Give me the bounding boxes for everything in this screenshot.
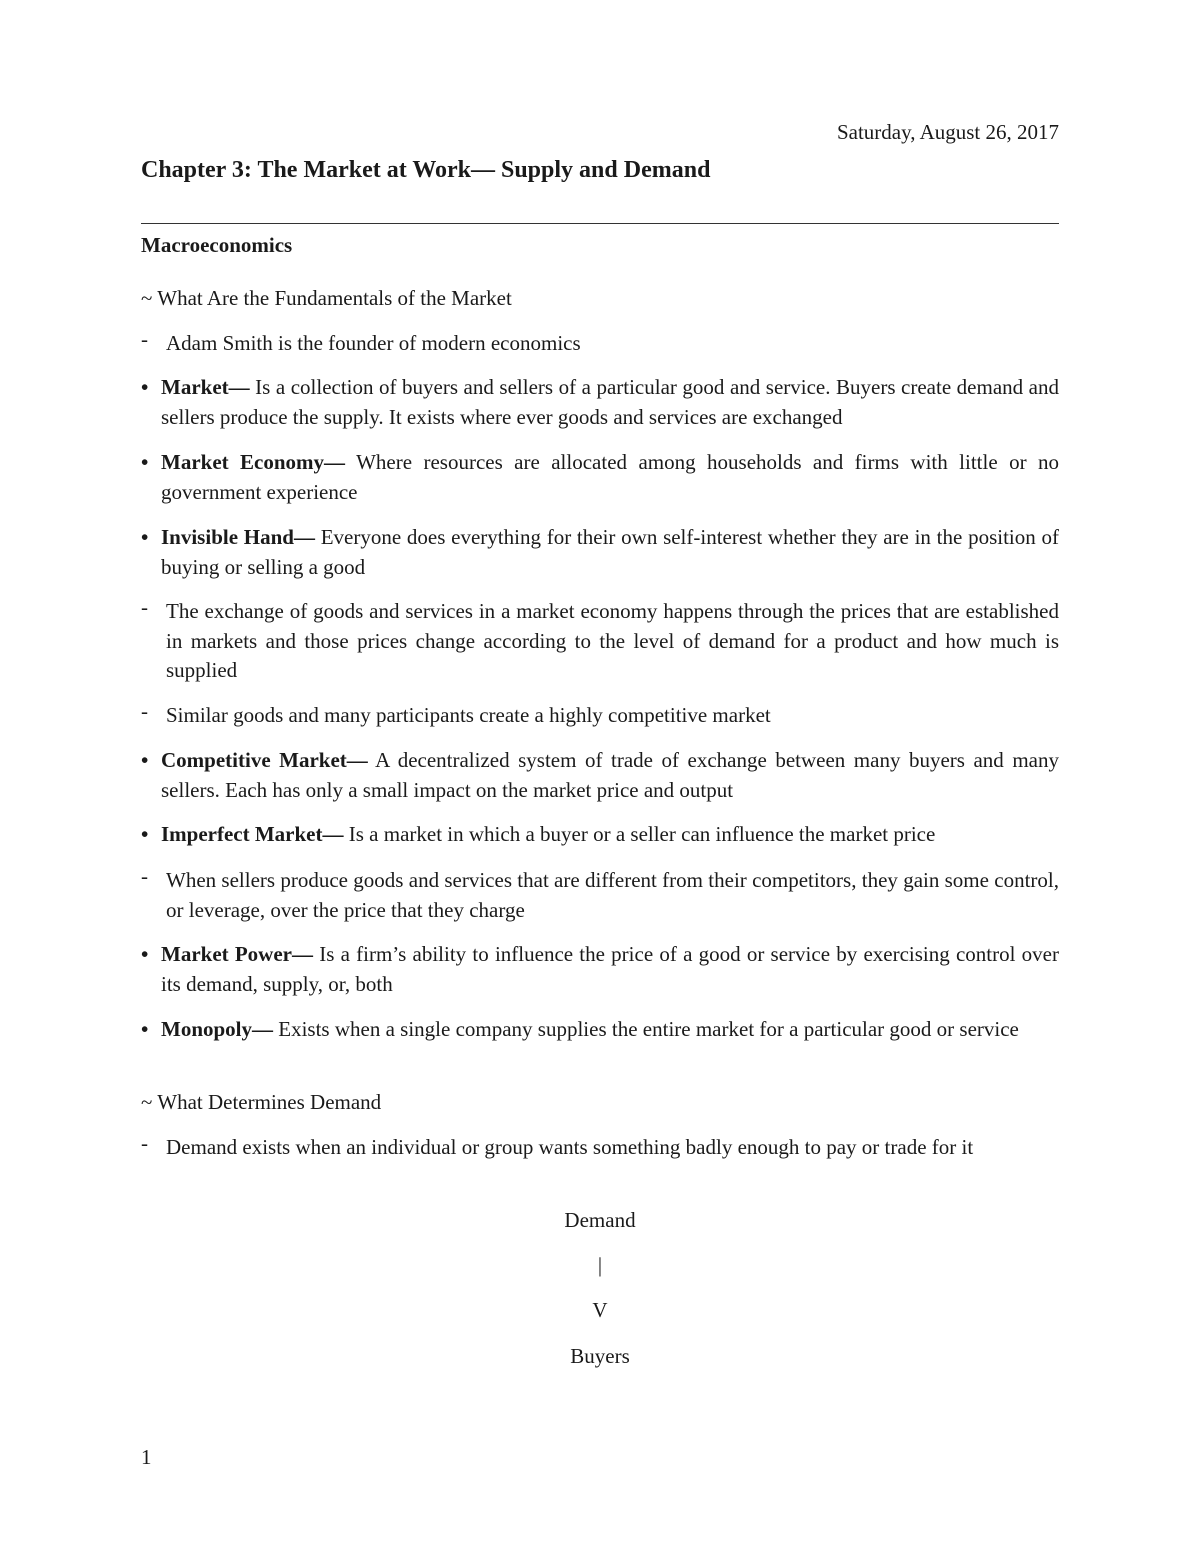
entry-term: Market Power—: [161, 942, 313, 966]
entry-text: Is a firm’s ability to influence the price of a good or service by exercising control over its demand, supply, or, both: [161, 942, 1059, 996]
bullet-item-invisible-hand: [141, 523, 1059, 582]
entry-text: Is a collection of buyers and sellers of a particular good and service. Buyers create demand and sellers produce the supply. It exists where ever goods and services are exchanged: [161, 375, 1059, 429]
entry-text: What Are the Fundamentals of the Market: [157, 286, 512, 310]
dash-item-demand-exists: [141, 1133, 1059, 1163]
bullet-marker: •: [141, 942, 149, 966]
bullet-item-market: [141, 373, 1059, 432]
bullet-item-imperfect-market: [141, 820, 1059, 850]
chapter-title: Chapter 3: The Market at Work— Supply and Demand: [141, 157, 711, 183]
dash-marker: -: [141, 327, 148, 351]
dash-marker: -: [141, 864, 148, 888]
entry-text: Is a market in which a buyer or a seller can influence the market price: [343, 822, 936, 846]
dash-marker: -: [141, 1131, 148, 1155]
entry-text: When sellers produce goods and services that are different from their competitors, they gain some control, or leverage, over the price that they charge: [166, 868, 1059, 922]
dash-item-sellers-control: [141, 866, 1059, 925]
entry-term: Imperfect Market—: [161, 822, 344, 846]
entry-text: A decentralized system of trade of exchange between many buyers and many sellers. Each has only a small impact on the market price and output: [161, 748, 1059, 802]
entry-text: The exchange of goods and services in a market economy happens through the prices that are established in markets and those prices change according to the level of demand for a product and how much is supplied: [166, 599, 1059, 682]
entry-term: Monopoly—: [161, 1017, 274, 1041]
bullet-marker: •: [141, 1017, 149, 1041]
dash-marker: -: [141, 595, 148, 619]
bullet-item-market-economy: [141, 448, 1059, 507]
bullet-item-competitive-market: [141, 746, 1059, 805]
bullet-marker: •: [141, 748, 149, 772]
page-number: 1: [141, 1445, 152, 1469]
dash-marker: -: [141, 699, 148, 723]
tilde-heading-fundamentals: [141, 284, 1059, 314]
bullet-item-monopoly: [141, 1015, 1059, 1045]
tilde-heading-demand: [141, 1088, 1059, 1118]
entry-text: Where resources are allocated among households and firms with little or no government experience: [161, 450, 1059, 504]
bullet-marker: •: [141, 822, 149, 846]
horizontal-rule: [141, 223, 1059, 224]
bullet-marker: •: [141, 375, 149, 399]
entry-term: Market—: [161, 375, 250, 399]
flow-demand-label: Demand: [564, 1208, 636, 1232]
dash-item-adam-smith: [141, 329, 1059, 359]
entry-term: Competitive Market—: [161, 748, 368, 772]
entry-text: Similar goods and many participants create a highly competitive market: [166, 703, 771, 727]
tilde-marker: ~: [141, 1090, 153, 1114]
tilde-marker: ~: [141, 286, 153, 310]
entry-text: Exists when a single company supplies the entire market for a particular good or service: [273, 1017, 1019, 1041]
bullet-marker: •: [141, 450, 149, 474]
entry-term: Market Economy—: [161, 450, 346, 474]
flow-bar: |: [597, 1253, 603, 1277]
date-line: Saturday, August 26, 2017: [836, 120, 1059, 144]
dash-item-similar-goods: [141, 701, 1059, 731]
entry-text: Adam Smith is the founder of modern economics: [166, 331, 581, 355]
flow-buyers-label: Buyers: [570, 1344, 630, 1368]
flow-arrow: V: [592, 1298, 608, 1322]
entry-text: Demand exists when an individual or group wants something badly enough to pay or trade for it: [166, 1135, 974, 1159]
bullet-marker: •: [141, 525, 149, 549]
dash-item-exchange-prices: [141, 597, 1059, 686]
section-heading: Macroeconomics: [141, 233, 293, 257]
entry-text: What Determines Demand: [157, 1090, 382, 1114]
entry-text: Everyone does everything for their own self-interest whether they are in the position of buying or selling a good: [161, 525, 1059, 579]
entry-term: Invisible Hand—: [161, 525, 315, 549]
bullet-item-market-power: [141, 940, 1059, 999]
